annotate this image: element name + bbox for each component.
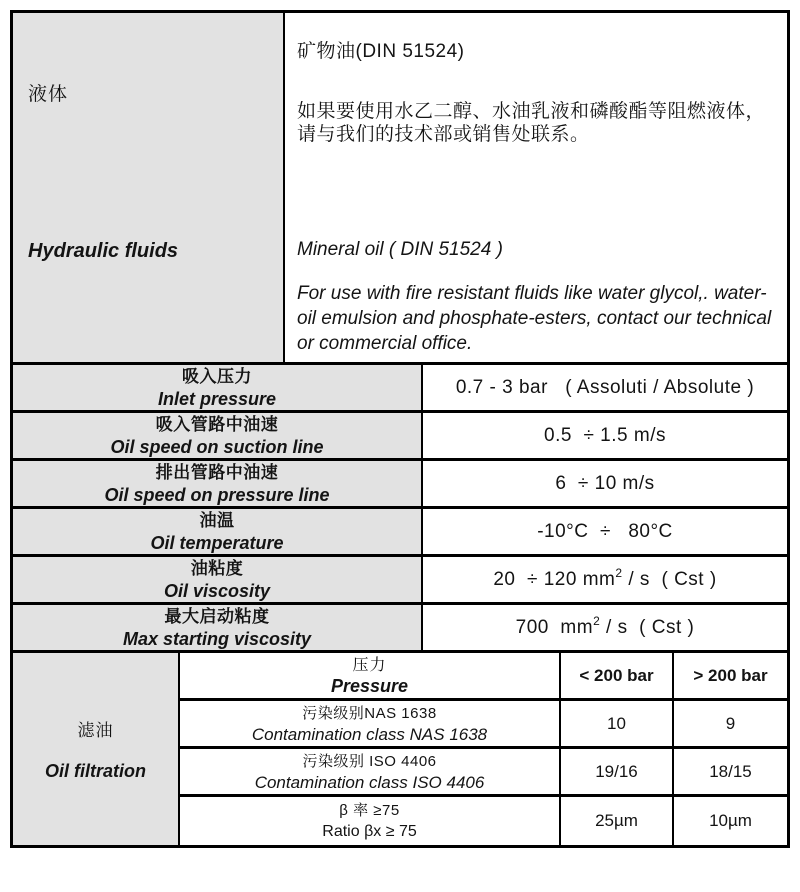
spec-label-cell: [13, 509, 423, 554]
fire-resistant-note-zh: 如果要使用水乙二醇、水油乳液和磷酸酯等阻燃液体，请与我们的技术部或销售处联系。: [297, 101, 766, 145]
filtration-row-nas-1638: [180, 701, 787, 749]
spec-label-cell: [13, 461, 423, 506]
filtration-header-row: [180, 653, 787, 701]
filtration-label-zh: 滤油: [77, 721, 114, 740]
spec-value: 6 ÷ 10 m/s: [555, 472, 655, 494]
col-header-gt-200bar: > 200 bar: [693, 665, 768, 685]
mineral-oil-text-en: Mineral oil ( DIN 51524 ): [297, 239, 503, 260]
spec-label-en: Max starting viscosity: [122, 628, 312, 649]
pressure-header-cell: [180, 653, 561, 698]
filtration-value-gt200: 10µm: [709, 811, 752, 830]
pressure-header-zh: 压力: [352, 656, 387, 674]
filtration-row-iso-4406: [180, 749, 787, 797]
col-header-lt-200bar: < 200 bar: [561, 653, 674, 698]
hydraulic-spec-table: [10, 10, 790, 848]
spec-label-cell: [13, 365, 423, 410]
spec-value: 0.7 - 3 bar ( Assoluti / Absolute ): [455, 376, 755, 398]
fluids-content-cell: [285, 13, 787, 362]
fluids-label-en: Hydraulic fluids: [28, 240, 179, 262]
filtration-desc-en: Contamination class NAS 1638: [251, 724, 488, 744]
spec-label-zh: 吸入管路中油速: [155, 414, 279, 434]
spec-label-zh: 油粘度: [190, 558, 244, 578]
filtration-desc-en: Contamination class ISO 4406: [254, 772, 485, 792]
filtration-value-lt200: 10: [561, 701, 674, 746]
spec-value-cell: [423, 461, 787, 506]
spec-value: 20 ÷ 120 mm: [493, 568, 616, 590]
filtration-desc-zh: β 率 ≥75: [339, 802, 400, 819]
spec-label-zh: 油温: [199, 510, 235, 530]
filtration-desc-zh: 污染级别 ISO 4406: [302, 752, 437, 770]
spec-label-cell: [13, 605, 423, 650]
spec-label-en: Oil temperature: [150, 532, 284, 553]
fluids-section: [13, 13, 787, 365]
spec-row-inlet-pressure: [13, 365, 787, 413]
spec-value: -10°C ÷ 80°C: [537, 520, 673, 542]
mineral-oil-text-zh: 矿物油(DIN 51524): [297, 41, 465, 62]
spec-label-cell: [13, 413, 423, 458]
filtration-desc-en: Ratio βx ≥ 75: [322, 823, 417, 840]
filtration-value-gt200: 9: [725, 713, 736, 733]
spec-value-cell: [423, 509, 787, 554]
filtration-desc-zh: 污染级别NAS 1638: [302, 704, 437, 722]
filtration-label-cell: [13, 653, 180, 845]
fluids-label-cell: [13, 13, 285, 362]
spec-label-en: Oil speed on pressure line: [104, 484, 330, 505]
spec-row-pressure-line-speed: [13, 461, 787, 509]
spec-value: 700 mm: [515, 616, 594, 638]
filtration-row-beta-ratio: [180, 797, 787, 845]
filtration-value-lt200: 19/16: [561, 749, 674, 794]
filtration-desc-cell: [180, 701, 561, 746]
filtration-label-en: Oil filtration: [45, 761, 146, 781]
filtration-value-gt200: 18/15: [709, 761, 752, 781]
spec-value-cell: [423, 413, 787, 458]
filtration-section: [13, 653, 787, 845]
filtration-desc-cell: [180, 797, 561, 845]
spec-row-max-starting-viscosity: [13, 605, 787, 653]
spec-value-cell: [423, 605, 787, 650]
spec-value: 0.5 ÷ 1.5 m/s: [544, 424, 666, 446]
spec-label-zh: 排出管路中油速: [155, 462, 279, 482]
spec-row-oil-temperature: [13, 509, 787, 557]
spec-label-cell: [13, 557, 423, 602]
spec-value-sup: 2: [593, 613, 601, 628]
filtration-desc-cell: [180, 749, 561, 794]
fluids-label-zh: 液体: [28, 84, 69, 105]
spec-value-cell: [423, 365, 787, 410]
spec-row-oil-viscosity: [13, 557, 787, 605]
spec-row-suction-speed: [13, 413, 787, 461]
filtration-subtable: [180, 653, 787, 845]
spec-label-en: Inlet pressure: [157, 388, 277, 409]
spec-label-zh: 最大启动粘度: [164, 606, 270, 626]
spec-value-sup: 2: [615, 565, 623, 580]
pressure-header-en: Pressure: [330, 675, 409, 696]
fire-resistant-note-en: For use with fire resistant fluids like water glycol,. water- oil emulsion and phosphate-esters, contact our technical or commercial office.: [297, 283, 772, 354]
spec-value-post: / s ( Cst ): [622, 568, 717, 590]
filtration-value-lt200: 25µm: [561, 797, 674, 845]
spec-label-en: Oil speed on suction line: [110, 436, 324, 457]
spec-label-zh: 吸入压力: [182, 366, 252, 386]
spec-value-post: / s ( Cst ): [600, 616, 695, 638]
spec-value-cell: [423, 557, 787, 602]
spec-label-en: Oil viscosity: [163, 580, 271, 601]
